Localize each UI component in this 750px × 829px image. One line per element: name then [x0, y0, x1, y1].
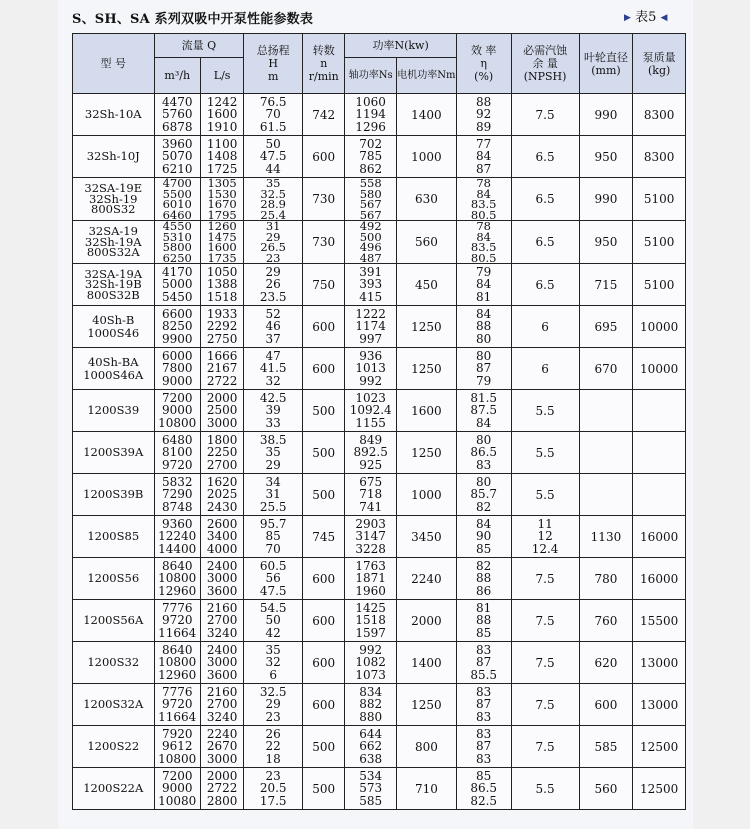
header-efficiency: 效 率 η (%) — [456, 34, 511, 94]
speed-cell: 750 — [303, 264, 345, 306]
header-flow-ls: L/s — [200, 58, 243, 94]
speed-cell: 600 — [303, 348, 345, 390]
head-cell: 60.5 56 47.5 — [244, 558, 303, 600]
impeller-cell: 780 — [579, 558, 633, 600]
npsh-cell: 6.5 — [511, 136, 579, 178]
flow-ls-cell: 2160 2700 3240 — [200, 684, 243, 726]
flow-m3h-cell: 5832 7290 8748 — [154, 474, 200, 516]
speed-cell: 730 — [303, 221, 345, 264]
shaft-power-cell: 1222 1174 997 — [345, 306, 397, 348]
head-cell: 35 32 6 — [244, 642, 303, 684]
head-cell: 50 47.5 44 — [244, 136, 303, 178]
efficiency-cell: 80 85.7 82 — [456, 474, 511, 516]
model-cell: 32SA-19 32Sh-19A 800S32A — [73, 221, 155, 264]
motor-power-cell: 630 — [396, 178, 456, 221]
impeller-cell: 585 — [579, 726, 633, 768]
npsh-cell: 5.5 — [511, 768, 579, 810]
model-cell: 32SA-19A 32Sh-19B 800S32B — [73, 264, 155, 306]
head-cell: 29 26 23.5 — [244, 264, 303, 306]
shaft-power-cell: 2903 3147 3228 — [345, 516, 397, 558]
flow-ls-cell: 1800 2250 2700 — [200, 432, 243, 474]
motor-power-cell: 1000 — [396, 474, 456, 516]
head-cell: 76.5 70 61.5 — [244, 94, 303, 136]
efficiency-cell: 83 87 83 — [456, 684, 511, 726]
npsh-cell: 6 — [511, 306, 579, 348]
header-power: 功率N(kw) — [345, 34, 456, 58]
npsh-cell: 7.5 — [511, 642, 579, 684]
mass-cell: 8300 — [633, 94, 686, 136]
shaft-power-cell: 1060 1194 1296 — [345, 94, 397, 136]
motor-power-cell: 1250 — [396, 432, 456, 474]
npsh-cell: 6.5 — [511, 178, 579, 221]
table-row — [73, 726, 686, 768]
efficiency-cell: 82 88 86 — [456, 558, 511, 600]
mass-cell — [633, 390, 686, 432]
mass-cell: 13000 — [633, 684, 686, 726]
flow-m3h-cell: 4470 5760 6878 — [154, 94, 200, 136]
table-row — [73, 221, 686, 264]
model-cell: 40Sh-B 1000S46 — [73, 306, 155, 348]
flow-m3h-cell: 7776 9720 11664 — [154, 684, 200, 726]
model-cell: 32Sh-10A — [73, 94, 155, 136]
head-cell: 54.5 50 42 — [244, 600, 303, 642]
impeller-cell: 990 — [579, 178, 633, 221]
flow-m3h-cell: 7200 9000 10800 — [154, 390, 200, 432]
speed-cell: 600 — [303, 558, 345, 600]
table-row — [73, 306, 686, 348]
impeller-cell: 990 — [579, 94, 633, 136]
speed-cell: 600 — [303, 600, 345, 642]
table-row — [73, 94, 686, 136]
table-row — [73, 642, 686, 684]
table-tag-label: 表5 — [635, 10, 657, 25]
shaft-power-cell: 992 1082 1073 — [345, 642, 397, 684]
mass-cell — [633, 474, 686, 516]
motor-power-cell: 1000 — [396, 136, 456, 178]
header-shaft-power: 轴功率Ns — [345, 58, 397, 94]
shaft-power-cell: 558 580 567 567 — [345, 178, 397, 221]
model-cell: 1200S85 — [73, 516, 155, 558]
head-cell: 38.5 35 29 — [244, 432, 303, 474]
head-cell: 23 20.5 17.5 — [244, 768, 303, 810]
impeller-cell: 950 — [579, 136, 633, 178]
npsh-cell: 7.5 — [511, 558, 579, 600]
head-cell: 52 46 37 — [244, 306, 303, 348]
npsh-cell: 5.5 — [511, 390, 579, 432]
flow-m3h-cell: 7920 9612 10800 — [154, 726, 200, 768]
npsh-cell: 7.5 — [511, 726, 579, 768]
table-row — [73, 264, 686, 306]
speed-cell: 600 — [303, 306, 345, 348]
table-row — [73, 684, 686, 726]
efficiency-cell: 80 86.5 83 — [456, 432, 511, 474]
efficiency-cell: 85 86.5 82.5 — [456, 768, 511, 810]
flow-m3h-cell: 8640 10800 12960 — [154, 642, 200, 684]
speed-cell: 500 — [303, 432, 345, 474]
shaft-power-cell: 644 662 638 — [345, 726, 397, 768]
table-row — [73, 474, 686, 516]
npsh-cell: 7.5 — [511, 94, 579, 136]
table-row — [73, 390, 686, 432]
impeller-cell: 715 — [579, 264, 633, 306]
head-cell: 32.5 29 23 — [244, 684, 303, 726]
flow-ls-cell: 2000 2500 3000 — [200, 390, 243, 432]
table-row — [73, 768, 686, 810]
flow-ls-cell: 2600 3400 4000 — [200, 516, 243, 558]
motor-power-cell: 2000 — [396, 600, 456, 642]
head-cell: 26 22 18 — [244, 726, 303, 768]
motor-power-cell: 450 — [396, 264, 456, 306]
header-speed: 转数 n r/min — [303, 34, 345, 94]
efficiency-cell: 84 90 85 — [456, 516, 511, 558]
speed-cell: 600 — [303, 136, 345, 178]
header-motor-power: 电机功率Nm — [396, 58, 456, 94]
flow-ls-cell: 1666 2167 2722 — [200, 348, 243, 390]
npsh-cell: 7.5 — [511, 684, 579, 726]
npsh-cell: 5.5 — [511, 432, 579, 474]
impeller-cell — [579, 474, 633, 516]
shaft-power-cell: 834 882 880 — [345, 684, 397, 726]
shaft-power-cell: 702 785 862 — [345, 136, 397, 178]
flow-ls-cell: 2400 3000 3600 — [200, 642, 243, 684]
mass-cell: 12500 — [633, 726, 686, 768]
impeller-cell: 1130 — [579, 516, 633, 558]
model-cell: 40Sh-BA 1000S46A — [73, 348, 155, 390]
model-cell: 1200S39 — [73, 390, 155, 432]
head-cell: 47 41.5 32 — [244, 348, 303, 390]
efficiency-cell: 81 88 85 — [456, 600, 511, 642]
efficiency-cell: 80 87 79 — [456, 348, 511, 390]
impeller-cell — [579, 432, 633, 474]
flow-m3h-cell: 6480 8100 9720 — [154, 432, 200, 474]
npsh-cell: 6.5 — [511, 264, 579, 306]
speed-cell: 600 — [303, 684, 345, 726]
flow-m3h-cell: 8640 10800 12960 — [154, 558, 200, 600]
flow-m3h-cell: 4550 5310 5800 6250 — [154, 221, 200, 264]
mass-cell: 12500 — [633, 768, 686, 810]
impeller-cell: 600 — [579, 684, 633, 726]
flow-m3h-cell: 4700 5500 6010 6460 — [154, 178, 200, 221]
model-cell: 1200S39A — [73, 432, 155, 474]
speed-cell: 500 — [303, 726, 345, 768]
npsh-cell: 6.5 — [511, 221, 579, 264]
header-model: 型 号 — [73, 34, 155, 94]
motor-power-cell: 2240 — [396, 558, 456, 600]
efficiency-cell: 81.5 87.5 84 — [456, 390, 511, 432]
table-row — [73, 136, 686, 178]
motor-power-cell: 710 — [396, 768, 456, 810]
table-body — [73, 94, 686, 810]
head-cell: 35 32.5 28.9 25.4 — [244, 178, 303, 221]
flow-ls-cell: 1933 2292 2750 — [200, 306, 243, 348]
flow-ls-cell: 1620 2025 2430 — [200, 474, 243, 516]
motor-power-cell: 1400 — [396, 94, 456, 136]
mass-cell: 13000 — [633, 642, 686, 684]
flow-ls-cell: 1260 1475 1600 1735 — [200, 221, 243, 264]
flow-ls-cell: 1305 1530 1670 1795 — [200, 178, 243, 221]
motor-power-cell: 1250 — [396, 684, 456, 726]
flow-ls-cell: 2400 3000 3600 — [200, 558, 243, 600]
table-row — [73, 516, 686, 558]
flow-m3h-cell: 9360 12240 14400 — [154, 516, 200, 558]
flow-m3h-cell: 4170 5000 5450 — [154, 264, 200, 306]
flow-m3h-cell: 6600 8250 9900 — [154, 306, 200, 348]
model-cell: 32SA-19E 32Sh-19 800S32 — [73, 178, 155, 221]
mass-cell: 5100 — [633, 264, 686, 306]
efficiency-cell: 88 92 89 — [456, 94, 511, 136]
npsh-cell: 11 12 12.4 — [511, 516, 579, 558]
flow-ls-cell: 1050 1388 1518 — [200, 264, 243, 306]
header-impeller: 叶轮直径 (mm) — [579, 34, 633, 94]
mass-cell — [633, 432, 686, 474]
efficiency-cell: 83 87 85.5 — [456, 642, 511, 684]
table-row — [73, 348, 686, 390]
table-row — [73, 558, 686, 600]
header-flow: 流量 Q — [154, 34, 244, 58]
mass-cell: 15500 — [633, 600, 686, 642]
motor-power-cell: 800 — [396, 726, 456, 768]
header-npsh: 必需汽蚀 余 量 (NPSH) — [511, 34, 579, 94]
speed-cell: 500 — [303, 474, 345, 516]
page-title: S、SH、SA 系列双吸中开泵性能参数表 — [72, 12, 314, 27]
speed-cell: 730 — [303, 178, 345, 221]
mass-cell: 8300 — [633, 136, 686, 178]
flow-m3h-cell: 7776 9720 11664 — [154, 600, 200, 642]
model-cell: 1200S56 — [73, 558, 155, 600]
flow-ls-cell: 2240 2670 3000 — [200, 726, 243, 768]
table-tag — [624, 6, 667, 25]
efficiency-cell: 77 84 87 — [456, 136, 511, 178]
header-flow-m3h: m³/h — [154, 58, 200, 94]
triangle-right-icon: ▶ — [624, 13, 631, 23]
model-cell: 1200S22 — [73, 726, 155, 768]
head-cell: 34 31 25.5 — [244, 474, 303, 516]
table-row — [73, 432, 686, 474]
shaft-power-cell: 1023 1092.4 1155 — [345, 390, 397, 432]
mass-cell: 10000 — [633, 348, 686, 390]
table-row — [73, 600, 686, 642]
impeller-cell — [579, 390, 633, 432]
mass-cell: 16000 — [633, 558, 686, 600]
shaft-power-cell: 391 393 415 — [345, 264, 397, 306]
speed-cell: 500 — [303, 390, 345, 432]
flow-ls-cell: 2160 2700 3240 — [200, 600, 243, 642]
model-cell: 1200S32 — [73, 642, 155, 684]
mass-cell: 10000 — [633, 306, 686, 348]
model-cell: 1200S56A — [73, 600, 155, 642]
motor-power-cell: 1250 — [396, 306, 456, 348]
npsh-cell: 7.5 — [511, 600, 579, 642]
impeller-cell: 760 — [579, 600, 633, 642]
flow-m3h-cell: 7200 9000 10080 — [154, 768, 200, 810]
speed-cell: 600 — [303, 642, 345, 684]
mass-cell: 16000 — [633, 516, 686, 558]
motor-power-cell: 1600 — [396, 390, 456, 432]
efficiency-cell: 79 84 81 — [456, 264, 511, 306]
motor-power-cell: 1250 — [396, 348, 456, 390]
efficiency-cell: 84 88 80 — [456, 306, 511, 348]
speed-cell: 742 — [303, 94, 345, 136]
flow-ls-cell: 2000 2722 2800 — [200, 768, 243, 810]
efficiency-cell: 78 84 83.5 80.5 — [456, 221, 511, 264]
head-cell: 31 29 26.5 23 — [244, 221, 303, 264]
triangle-left-icon: ◀ — [660, 13, 668, 23]
impeller-cell: 620 — [579, 642, 633, 684]
impeller-cell: 695 — [579, 306, 633, 348]
flow-ls-cell: 1100 1408 1725 — [200, 136, 243, 178]
head-cell: 42.5 39 33 — [244, 390, 303, 432]
flow-m3h-cell: 3960 5070 6210 — [154, 136, 200, 178]
speed-cell: 500 — [303, 768, 345, 810]
model-cell: 32Sh-10J — [73, 136, 155, 178]
flow-ls-cell: 1242 1600 1910 — [200, 94, 243, 136]
shaft-power-cell: 534 573 585 — [345, 768, 397, 810]
model-cell: 1200S32A — [73, 684, 155, 726]
header-head: 总扬程 H m — [244, 34, 303, 94]
head-cell: 95.7 85 70 — [244, 516, 303, 558]
pump-performance-table — [72, 33, 686, 810]
shaft-power-cell: 1425 1518 1597 — [345, 600, 397, 642]
motor-power-cell: 3450 — [396, 516, 456, 558]
impeller-cell: 560 — [579, 768, 633, 810]
flow-m3h-cell: 6000 7800 9000 — [154, 348, 200, 390]
shaft-power-cell: 492 500 496 487 — [345, 221, 397, 264]
npsh-cell: 6 — [511, 348, 579, 390]
table-row — [73, 178, 686, 221]
efficiency-cell: 83 87 83 — [456, 726, 511, 768]
motor-power-cell: 1400 — [396, 642, 456, 684]
mass-cell: 5100 — [633, 221, 686, 264]
speed-cell: 745 — [303, 516, 345, 558]
shaft-power-cell: 675 718 741 — [345, 474, 397, 516]
impeller-cell: 670 — [579, 348, 633, 390]
mass-cell: 5100 — [633, 178, 686, 221]
shaft-power-cell: 936 1013 992 — [345, 348, 397, 390]
header-mass: 泵质量 (kg) — [633, 34, 686, 94]
impeller-cell: 950 — [579, 221, 633, 264]
model-cell: 1200S22A — [73, 768, 155, 810]
shaft-power-cell: 849 892.5 925 — [345, 432, 397, 474]
npsh-cell: 5.5 — [511, 474, 579, 516]
shaft-power-cell: 1763 1871 1960 — [345, 558, 397, 600]
efficiency-cell: 78 84 83.5 80.5 — [456, 178, 511, 221]
motor-power-cell: 560 — [396, 221, 456, 264]
model-cell: 1200S39B — [73, 474, 155, 516]
